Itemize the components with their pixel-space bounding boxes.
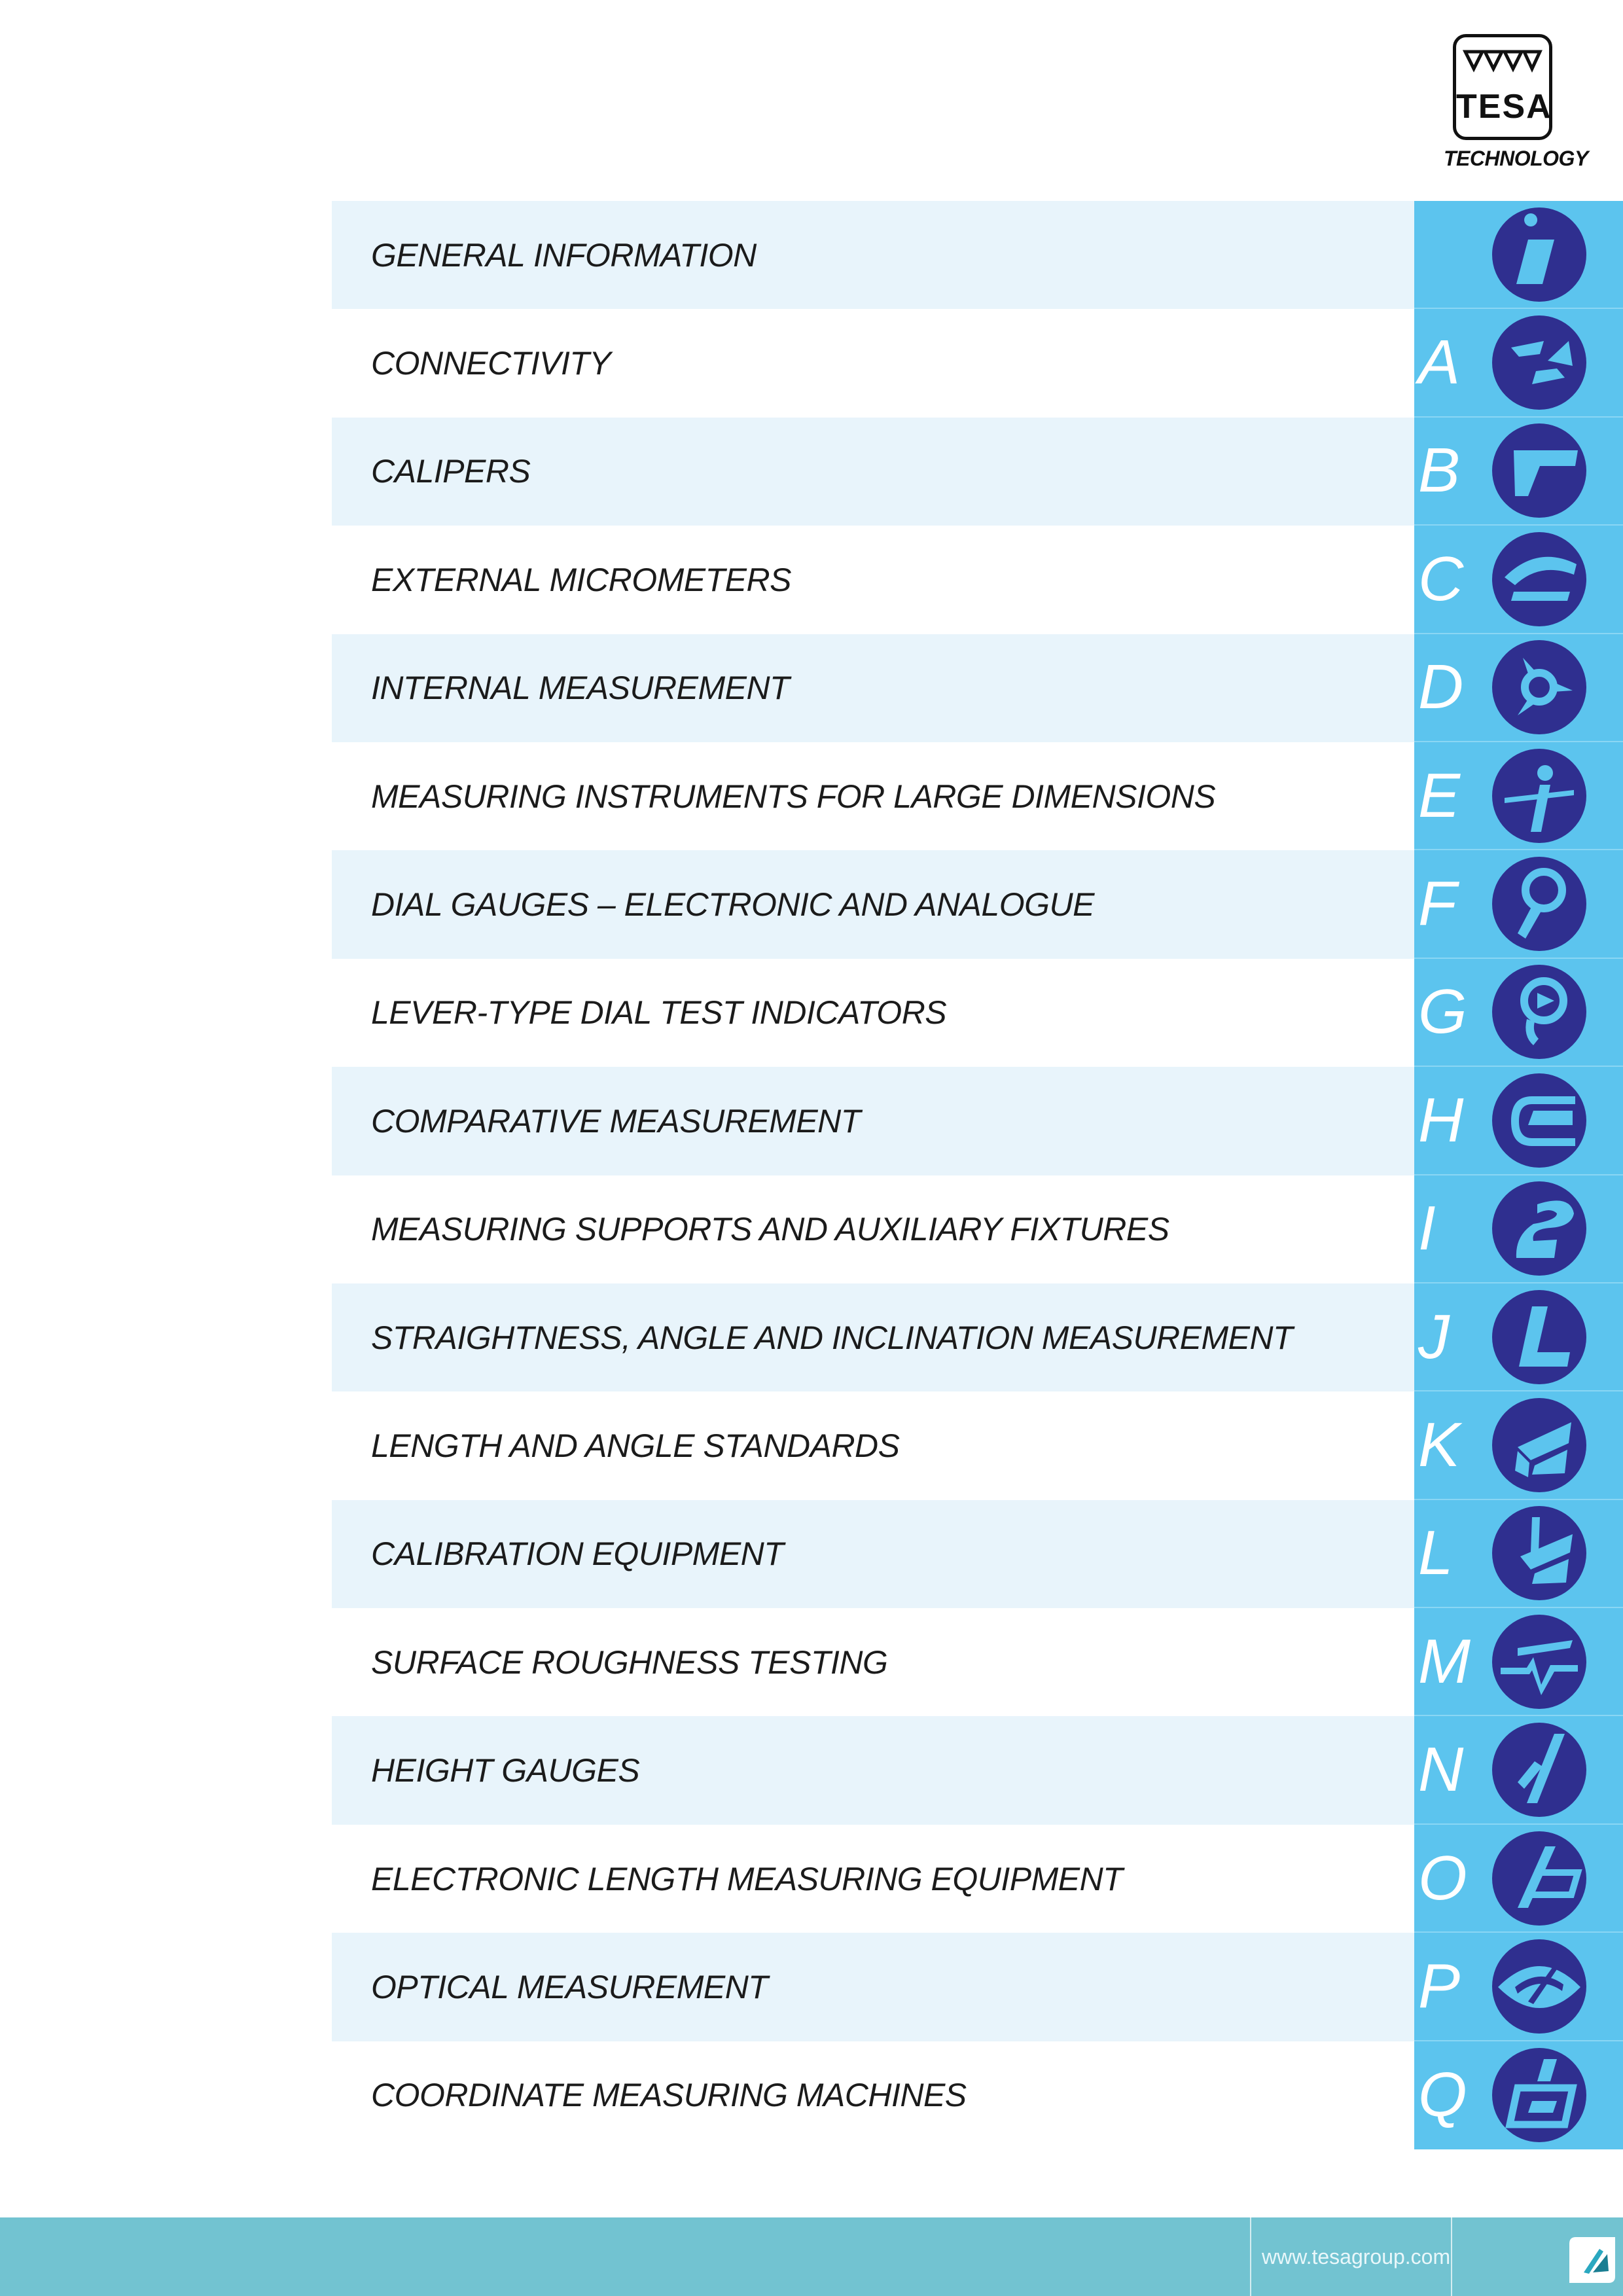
comparative-measurement-icon xyxy=(1491,1073,1587,1168)
toc-label[interactable]: MEASURING INSTRUMENTS FOR LARGE DIMENSIONS xyxy=(371,778,1216,815)
section-tab[interactable] xyxy=(1414,201,1623,309)
toc-row[interactable] xyxy=(332,742,1623,850)
section-tab[interactable] xyxy=(1414,634,1623,742)
toc-label-cell xyxy=(332,1175,1414,1283)
footer-url[interactable]: www.tesagroup.com xyxy=(1262,2244,1451,2269)
toc-label[interactable]: EXTERNAL MICROMETERS xyxy=(371,561,791,598)
footer-divider xyxy=(1451,2217,1452,2296)
toc-label-cell xyxy=(332,1391,1414,1499)
toc-label[interactable]: LEVER-TYPE DIAL TEST INDICATORS xyxy=(371,994,947,1031)
toc-label-cell xyxy=(332,1608,1414,1716)
toc-row[interactable] xyxy=(332,1500,1623,1608)
toc-row[interactable] xyxy=(332,1933,1623,2041)
section-letter: B xyxy=(1418,435,1461,506)
toc-label[interactable]: DIAL GAUGES – ELECTRONIC AND ANALOGUE xyxy=(371,886,1094,924)
section-tab[interactable] xyxy=(1414,1500,1623,1608)
section-letter: E xyxy=(1418,760,1461,831)
toc-label-cell xyxy=(332,634,1414,742)
page-corner-icon xyxy=(1569,2237,1615,2283)
section-letter: K xyxy=(1418,1409,1461,1480)
dial-test-indicator-icon xyxy=(1491,964,1587,1060)
section-letter: Q xyxy=(1418,2060,1467,2130)
section-tab[interactable] xyxy=(1414,1716,1623,1824)
section-tab[interactable] xyxy=(1414,1283,1623,1391)
section-letter: O xyxy=(1418,1842,1467,1913)
tesa-triangles-icon xyxy=(1463,49,1543,82)
caliper-icon xyxy=(1491,423,1587,518)
section-letter: G xyxy=(1418,977,1467,1047)
toc-label-cell xyxy=(332,742,1414,850)
toc-label-cell xyxy=(332,201,1414,309)
section-tab[interactable] xyxy=(1414,1608,1623,1716)
toc-label[interactable]: OPTICAL MEASUREMENT xyxy=(371,1968,768,2005)
micrometer-icon xyxy=(1491,531,1587,627)
internal-measurement-icon xyxy=(1491,639,1587,735)
toc-row[interactable] xyxy=(332,2041,1623,2149)
toc-label[interactable]: LENGTH AND ANGLE STANDARDS xyxy=(371,1427,900,1464)
toc-label-cell xyxy=(332,526,1414,634)
dial-gauge-icon xyxy=(1491,856,1587,952)
toc-label[interactable]: HEIGHT GAUGES xyxy=(371,1752,640,1789)
section-letter: A xyxy=(1418,327,1461,398)
height-gauge-icon xyxy=(1491,1722,1587,1818)
electronic-length-icon xyxy=(1491,1831,1587,1926)
brand-tagline: TECHNOLOGY xyxy=(1444,147,1588,170)
cmm-icon xyxy=(1491,2047,1587,2143)
toc-label-cell xyxy=(332,1283,1414,1391)
toc-row[interactable] xyxy=(332,1175,1623,1283)
section-letter: J xyxy=(1418,1301,1450,1372)
toc-row[interactable] xyxy=(332,1825,1623,1933)
toc-label-cell xyxy=(332,2041,1414,2149)
calibration-icon xyxy=(1491,1505,1587,1601)
toc-label[interactable]: MEASURING SUPPORTS AND AUXILIARY FIXTURES xyxy=(371,1211,1169,1248)
brand-name: TESA xyxy=(1456,88,1552,126)
toc-label[interactable]: SURFACE ROUGHNESS TESTING xyxy=(371,1643,888,1681)
section-tab[interactable] xyxy=(1414,526,1623,634)
toc-label-cell xyxy=(332,1716,1414,1824)
tesa-badge xyxy=(1453,34,1552,140)
toc-row[interactable] xyxy=(332,1608,1623,1716)
toc-label[interactable]: STRAIGHTNESS, ANGLE AND INCLINATION MEASUREMENT xyxy=(371,1319,1293,1356)
section-tab[interactable] xyxy=(1414,742,1623,850)
section-tab[interactable] xyxy=(1414,959,1623,1067)
toc-row[interactable] xyxy=(332,634,1623,742)
toc-row[interactable] xyxy=(332,1283,1623,1391)
toc-label-cell xyxy=(332,1067,1414,1175)
toc-label[interactable]: CONNECTIVITY xyxy=(371,345,611,382)
section-letter: N xyxy=(1418,1734,1464,1805)
angle-icon xyxy=(1491,1289,1587,1385)
toc-row[interactable] xyxy=(332,850,1623,958)
section-letter: I xyxy=(1418,1193,1436,1264)
toc-label[interactable]: CALIPERS xyxy=(371,453,531,490)
measuring-support-icon xyxy=(1491,1181,1587,1276)
toc-row[interactable] xyxy=(332,526,1623,634)
toc-label-cell xyxy=(332,850,1414,958)
section-letter: D xyxy=(1418,652,1464,723)
toc-label-cell xyxy=(332,1933,1414,2041)
tesa-technology-logo xyxy=(1444,26,1588,177)
toc-row[interactable] xyxy=(332,309,1623,417)
section-letter: P xyxy=(1418,1950,1461,2021)
toc-label[interactable]: INTERNAL MEASUREMENT xyxy=(371,670,790,707)
toc-label[interactable]: ELECTRONIC LENGTH MEASURING EQUIPMENT xyxy=(371,1860,1123,1897)
table-of-contents xyxy=(332,201,1623,2149)
section-tab[interactable] xyxy=(1414,1067,1623,1175)
toc-row[interactable] xyxy=(332,1391,1623,1499)
section-tab[interactable] xyxy=(1414,1825,1623,1933)
toc-label[interactable]: GENERAL INFORMATION xyxy=(371,236,757,274)
toc-label[interactable]: COMPARATIVE MEASUREMENT xyxy=(371,1102,861,1139)
info-icon xyxy=(1491,207,1587,302)
section-letter: F xyxy=(1418,869,1457,939)
connectivity-icon xyxy=(1491,315,1587,410)
section-letter: M xyxy=(1418,1626,1471,1696)
section-tab[interactable] xyxy=(1414,418,1623,526)
toc-label-cell xyxy=(332,1825,1414,1933)
roughness-icon xyxy=(1491,1614,1587,1710)
toc-label-cell xyxy=(332,309,1414,417)
section-tab[interactable] xyxy=(1414,309,1623,417)
section-letter: H xyxy=(1418,1085,1464,1155)
section-tab[interactable] xyxy=(1414,850,1623,958)
footer-divider xyxy=(1250,2217,1251,2296)
toc-row[interactable] xyxy=(332,959,1623,1067)
section-letter: L xyxy=(1418,1518,1454,1588)
optical-measurement-icon xyxy=(1491,1939,1587,2034)
section-letter: C xyxy=(1418,543,1464,614)
footer-bar xyxy=(0,2217,1623,2296)
gauge-block-icon xyxy=(1491,1397,1587,1493)
toc-label[interactable]: COORDINATE MEASURING MACHINES xyxy=(371,2077,967,2114)
toc-label-cell xyxy=(332,1500,1414,1608)
section-tab[interactable] xyxy=(1414,2041,1623,2149)
toc-label-cell xyxy=(332,418,1414,526)
section-tab[interactable] xyxy=(1414,1933,1623,2041)
toc-row[interactable] xyxy=(332,418,1623,526)
toc-row[interactable] xyxy=(332,201,1623,309)
toc-row[interactable] xyxy=(332,1067,1623,1175)
section-tab[interactable] xyxy=(1414,1175,1623,1283)
toc-row[interactable] xyxy=(332,1716,1623,1824)
toc-label[interactable]: CALIBRATION EQUIPMENT xyxy=(371,1535,784,1573)
toc-label-cell xyxy=(332,959,1414,1067)
large-dimensions-icon xyxy=(1491,748,1587,844)
section-tab[interactable] xyxy=(1414,1391,1623,1499)
